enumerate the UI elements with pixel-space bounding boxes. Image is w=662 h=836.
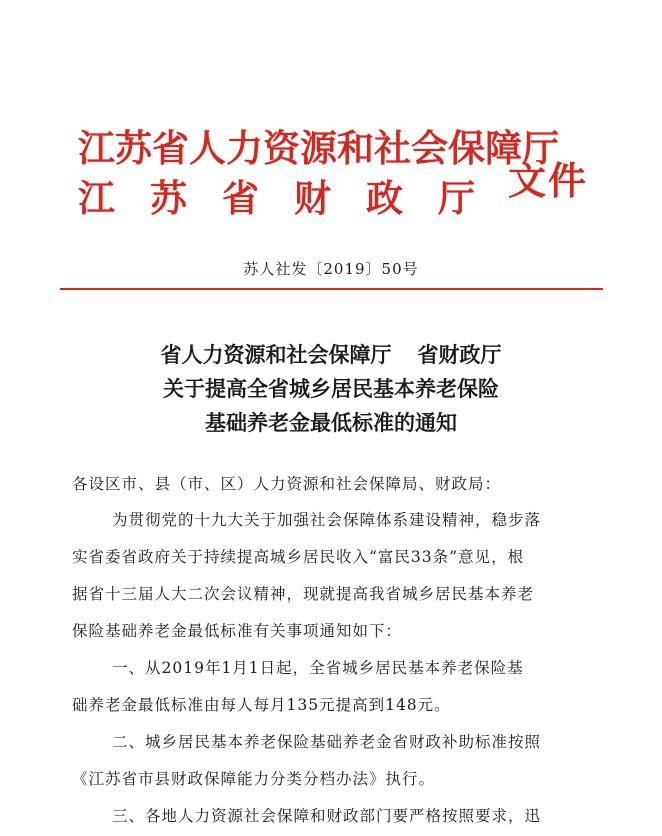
body-line: 础养老金最低标准由每人每月135元提高到148元。 bbox=[72, 696, 451, 714]
title-line-3: 基础养老金最低标准的通知 bbox=[205, 411, 457, 435]
document-number: 苏人社发〔2019〕50号 bbox=[243, 260, 419, 278]
title-line-1 bbox=[0, 339, 662, 369]
title-line-2: 关于提高全省城乡居民基本养老保险 bbox=[163, 377, 499, 401]
body-line: 《江苏省市县财政保障能力分类分档办法》执行。 bbox=[72, 770, 436, 788]
issuing-org-hr-dept: 江苏省人力资源和社会保障厅 bbox=[78, 126, 559, 170]
salutation: 各设区市、县（市、区）人力资源和社会保障局、财政局： bbox=[72, 475, 502, 493]
body-line: 一、从2019年1月1日起，全省城乡居民基本养老保险基 bbox=[112, 659, 524, 677]
body-line: 保险基础养老金最低标准有关事项通知如下： bbox=[72, 622, 403, 640]
body-line: 三、各地人力资源社会保障和财政部门要严格按照要求，迅 bbox=[112, 807, 542, 825]
body-line: 为贯彻党的十九大关于加强社会保障体系建设精神，稳步落 bbox=[112, 511, 542, 529]
body-line: 实省委省政府关于持续提高城乡居民收入“富民33条”意见，根 bbox=[72, 548, 525, 566]
body-line: 据省十三届人大二次会议精神，现就提高我省城乡居民基本养老 bbox=[72, 585, 535, 603]
red-divider bbox=[60, 288, 603, 290]
document-label: 文件 bbox=[508, 158, 589, 203]
issuing-org-finance-dept: 江苏省财政厅 bbox=[78, 176, 510, 220]
title-org-1: 省人力资源和社会保障厅 bbox=[160, 343, 392, 367]
title-org-2: 省财政厅 bbox=[417, 343, 502, 367]
body-line: 二、城乡居民基本养老保险基础养老金省财政补助标准按照 bbox=[112, 733, 542, 751]
